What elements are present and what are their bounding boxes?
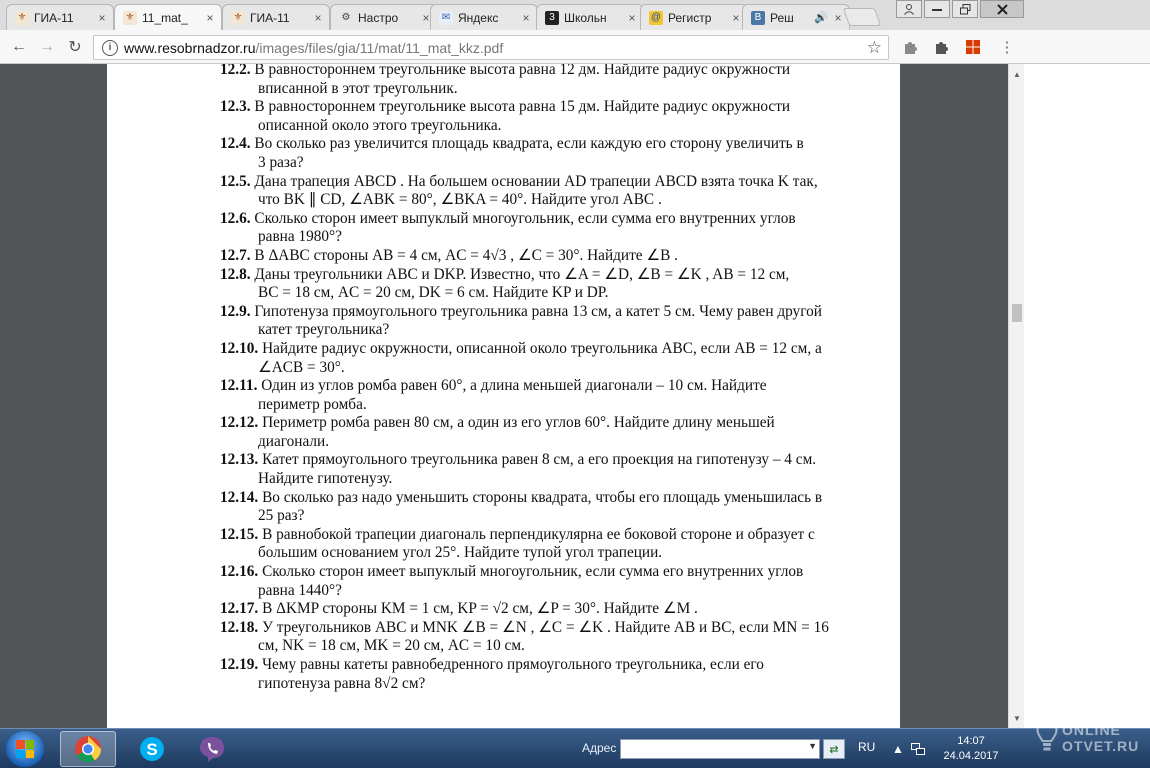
tab-strip: [0, 0, 1150, 30]
problem-number: 12.13.: [220, 451, 259, 469]
address-bar[interactable]: [93, 35, 889, 60]
problem-number: 12.12.: [220, 414, 259, 432]
problem-text: Периметр ромба равен 80 см, а один из его углов 60°. Найдите длину меньшей: [262, 414, 775, 432]
vertical-scrollbar[interactable]: [1008, 64, 1024, 728]
problem-item: [220, 600, 863, 619]
taskbar-chrome[interactable]: [60, 731, 116, 767]
problem-item: [220, 656, 863, 693]
tab-title: Реш: [770, 10, 794, 25]
problem-text: Катет прямоугольного треугольника равен 8 см, а его проекция на гипотенузу – 4 см.: [262, 451, 817, 469]
bookmark-star-icon[interactable]: ☆: [866, 38, 882, 57]
problem-text: Во сколько раз надо уменьшить стороны квадрата, чтобы его площадь уменьшилась в: [262, 488, 823, 506]
problem-text: В ΔKMP стороны KM = 1 см, KP = √2 см, ∠P = 30°. Найдите ∠M .: [262, 600, 698, 618]
problem-item: [220, 526, 863, 563]
show-hidden-icons-icon[interactable]: ▲: [892, 742, 904, 756]
address-toolbar-label: Адрес: [582, 741, 617, 755]
browser-tab[interactable]: [430, 4, 538, 30]
vk-icon: В: [751, 11, 765, 25]
problem-number: 12.10.: [220, 339, 259, 357]
problem-number: 12.14.: [220, 488, 259, 506]
language-indicator[interactable]: RU: [858, 740, 876, 754]
start-button[interactable]: [6, 731, 44, 767]
reload-icon[interactable]: ↻: [68, 39, 82, 56]
tab-title: Школьн: [564, 10, 607, 25]
problem-number: 12.15.: [220, 525, 259, 543]
problem-item: [220, 489, 863, 526]
url-path: /images/files/gia/11/mat/11_mat_kkz.pdf: [255, 39, 504, 56]
gov-crest-icon: ⚜: [231, 11, 245, 25]
watermark: [1036, 712, 1148, 764]
browser-toolbar: [0, 30, 1150, 64]
user-icon[interactable]: [896, 0, 922, 18]
problem-text: Гипотенуза прямоугольного треугольника равна 13 см, а катет 5 см. Чему равен другой: [254, 302, 822, 320]
problem-item: [220, 64, 863, 98]
problem-number: 12.17.: [220, 600, 259, 618]
lightbulb-icon: [1036, 718, 1058, 758]
chrome-icon: [74, 735, 102, 763]
windows-logo-icon: [16, 740, 34, 758]
tab-title: ГИА-11: [34, 10, 74, 25]
problem-item: [220, 451, 863, 488]
problem-item: [220, 135, 863, 172]
office-extension-icon[interactable]: [964, 38, 982, 56]
forward-icon[interactable]: →: [39, 38, 55, 55]
speaker-icon[interactable]: 🔊: [814, 12, 828, 24]
extension-puzzle-icon[interactable]: [901, 38, 919, 56]
problem-text: У треугольников ABC и MNK ∠B = ∠N , ∠C = ∠K . Найдите AB и BC, если MN = 16: [262, 618, 829, 636]
problem-text-continuation: равна 1980°?: [258, 228, 342, 246]
problem-number: 12.9.: [220, 302, 251, 320]
problem-item: [220, 210, 863, 247]
gov-crest-icon: ⚜: [15, 11, 29, 25]
problem-item: [220, 563, 863, 600]
new-tab-button[interactable]: [843, 8, 882, 26]
problem-text-continuation: см, NK = 18 см, MK = 20 см, AC = 10 см.: [258, 637, 525, 655]
problem-text-continuation: равна 1440°?: [258, 581, 342, 599]
problem-text-continuation: катет треугольника?: [258, 321, 390, 339]
problem-text: Во сколько раз увеличится площадь квадрата, если каждую его сторону увеличить в: [254, 135, 804, 153]
problem-text-continuation: большим основанием угол 25°. Найдите тупой угол трапеции.: [258, 544, 663, 562]
close-tab-icon[interactable]: ×: [206, 10, 214, 25]
problem-item: [220, 247, 863, 266]
svg-text:S: S: [146, 740, 158, 759]
problem-text-continuation: диагонали.: [258, 432, 330, 450]
mail-icon: ✉: [439, 11, 453, 25]
browser-tab[interactable]: [114, 4, 222, 30]
browser-tab[interactable]: [640, 4, 748, 30]
watermark-line1: ONLINE: [1062, 722, 1121, 738]
menu-icon[interactable]: ⋮: [999, 39, 1015, 56]
close-tab-icon[interactable]: ×: [98, 10, 106, 25]
taskbar: [0, 728, 1150, 768]
problem-text: Сколько сторон имеет выпуклый многоугольник, если сумма его внутренних углов: [254, 209, 796, 227]
clock-time: 14:07: [957, 735, 985, 747]
problem-text-continuation: 3 раза?: [258, 153, 304, 171]
address-toolbar-input[interactable]: [620, 739, 820, 759]
problem-item: [220, 414, 863, 451]
problem-item: [220, 173, 863, 210]
problem-text-continuation: гипотенуза равна 8√2 см?: [258, 674, 426, 692]
problem-item: [220, 340, 863, 377]
problem-text: Сколько сторон имеет выпуклый многоугольник, если сумма его внутренних углов: [262, 563, 804, 581]
network-icon[interactable]: [910, 741, 926, 757]
problem-item: [220, 303, 863, 340]
problem-number: 12.18.: [220, 618, 259, 636]
browser-tab[interactable]: [6, 4, 114, 30]
problem-number: 12.3.: [220, 98, 251, 116]
pdf-page: [107, 64, 900, 728]
info-icon[interactable]: i: [102, 40, 118, 56]
extension-icon[interactable]: [932, 38, 950, 56]
browser-tab[interactable]: [330, 4, 438, 30]
problem-number: 12.4.: [220, 135, 251, 153]
go-arrow-icon[interactable]: ⇄: [823, 739, 845, 759]
tab-title: Яндекс: [458, 10, 499, 25]
problem-number: 12.2.: [220, 64, 251, 78]
problem-item: [220, 266, 863, 303]
problem-number: 12.8.: [220, 265, 251, 283]
close-tab-icon[interactable]: ×: [834, 10, 842, 25]
problem-text-continuation: Найдите гипотенузу.: [258, 470, 393, 488]
problem-text: Даны треугольники ABC и DKP. Известно, что ∠A = ∠D, ∠B = ∠K , AB = 12 см,: [254, 265, 790, 283]
problem-number: 12.7.: [220, 246, 251, 264]
problem-text: В ΔABC стороны AB = 4 см, AC = 4√3 , ∠C = 30°. Найдите ∠B .: [254, 246, 678, 264]
gov-crest-icon: ⚜: [123, 11, 137, 25]
registration-icon: @: [650, 11, 662, 23]
tab-title: 11_mat_: [142, 10, 188, 25]
browser-tab[interactable]: [222, 4, 330, 30]
problem-number: 12.6.: [220, 209, 251, 227]
problem-text-continuation: что BK ∥ CD, ∠ABK = 80°, ∠BKA = 40°. Найдите угол ABC .: [258, 191, 662, 209]
browser-tab[interactable]: [742, 4, 850, 30]
scroll-down-icon[interactable]: ▼: [1013, 713, 1021, 723]
pdf-viewer: [0, 64, 1150, 728]
close-window-button[interactable]: [980, 0, 1024, 18]
back-icon[interactable]: ←: [11, 38, 27, 55]
problem-text: Чему равны катеты равнобедренного прямоугольного треугольника, если его: [262, 656, 764, 673]
problem-item: [220, 98, 863, 135]
viber-icon: [198, 735, 226, 763]
desktop-background: [1024, 64, 1150, 728]
clock-date: 24.04.2017: [943, 750, 999, 762]
problem-number: 12.16.: [220, 563, 259, 581]
problem-number: 12.5.: [220, 172, 251, 190]
problem-text: В равностороннем треугольнике высота равна 12 дм. Найдите радиус окружности: [254, 64, 791, 78]
watermark-line2: OTVET.RU: [1062, 738, 1140, 754]
problem-text: Найдите радиус окружности, описанной около треугольника ABC, если AB = 12 см, а: [262, 339, 822, 357]
gear-icon: ⚙: [341, 11, 351, 23]
problem-list: [220, 64, 863, 693]
problem-item: [220, 377, 863, 414]
scroll-thumb[interactable]: [1012, 304, 1022, 322]
skype-icon: [138, 735, 166, 763]
close-tab-icon[interactable]: ×: [628, 10, 636, 25]
problem-number: 12.11.: [220, 377, 258, 395]
problem-item: [220, 619, 863, 656]
problem-text: В равностороннем треугольнике высота равна 15 дм. Найдите радиус окружности: [254, 98, 791, 116]
restore-button[interactable]: [952, 0, 978, 18]
problem-text: В равнобокой трапеции диагональ перпендикулярна ее боковой стороне и образует с: [262, 525, 815, 543]
problem-text-continuation: вписанной в этот треугольник.: [258, 79, 458, 97]
problem-text-continuation: BC = 18 см, AC = 20 см, DK = 6 см. Найдите KP и DP.: [258, 284, 609, 302]
close-tab-icon[interactable]: ×: [522, 10, 530, 25]
browser-tab[interactable]: [536, 4, 644, 30]
problem-text: Один из углов ромба равен 60°, а длина меньшей диагонали – 10 см. Найдите: [261, 377, 767, 395]
tab-title: Настро: [358, 10, 399, 25]
problem-text-continuation: ∠ACB = 30°.: [258, 358, 345, 376]
problem-text-continuation: периметр ромба.: [258, 395, 367, 413]
minimize-button[interactable]: [924, 0, 950, 18]
school-3-icon: 3: [545, 11, 559, 25]
problem-text: Дана трапеция ABCD . На большем основании AD трапеции ABCD взята точка K так,: [254, 172, 818, 190]
url-host: www.resobrnadzor.ru: [124, 39, 256, 56]
problem-number: 12.19.: [220, 656, 259, 673]
tab-title: Регистр: [668, 10, 712, 25]
close-tab-icon[interactable]: ×: [732, 10, 740, 25]
problem-text-continuation: 25 раз?: [258, 507, 305, 525]
close-tab-icon[interactable]: ×: [422, 10, 430, 25]
clock[interactable]: [942, 734, 1000, 764]
close-tab-icon[interactable]: ×: [314, 10, 322, 25]
taskbar-viber[interactable]: [184, 731, 240, 767]
taskbar-skype[interactable]: [124, 731, 180, 767]
scroll-up-icon[interactable]: ▲: [1013, 69, 1021, 79]
problem-text-continuation: описанной около этого треугольника.: [258, 116, 502, 134]
tab-title: ГИА-11: [250, 10, 290, 25]
dropdown-arrow-icon[interactable]: ▼: [808, 741, 817, 751]
